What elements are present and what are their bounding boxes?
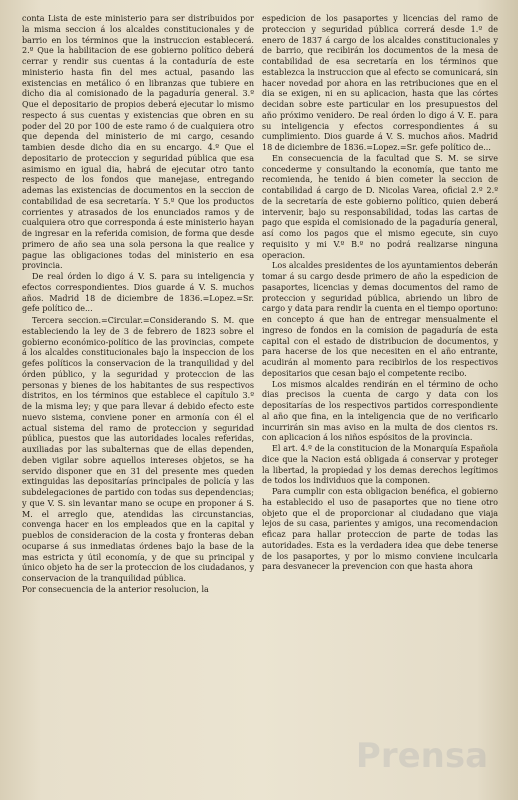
paragraph: Para cumplir con esta obligacion benéfica, el gobierno ha establecido el uso de pasaportes que no tiene otro objeto que el de proporcionar al ciudadano que viaja lejos de su casa, parientes y amigos, una recomendacion eficaz para hallar proteccion de parte de todas las autoridades. Esta es la verdadera idea que debe tenerse de los pasaportes, y por lo mismo conviene inculcarla para desvanecer la prevencion con que hasta ahora — [262, 487, 498, 572]
paragraph: Los mismos alcaldes rendirán en el término de ocho dias precisos la cuenta de cargo y data con los depositarías de los respectivos partidos correspondiente al año que fina, en la inteligencia que de no verificarlo incurrirán sin mas aviso en la multa de dos cientos rs. con aplicacion á los niños espósitos de la provincia. — [262, 379, 498, 443]
paragraph: espedicion de los pasaportes y licencias del ramo de proteccion y seguridad pública correrá desde 1.º de enero de 1837 á cargo de los alcaldes constitucionales y de barrio, que recibirán los documentos de la mesa de contabilidad de esa secretaría en los términos que establezca la instruccion que al efecto se comunicará, sin hacer novedad por ahora en las retribuciones que en el dia se exigen, ni en su aplicacion, hasta que las córtes decidan sobre este particular en los presupuestos del año próximo venidero. De real órden lo digo á V. E. para su inteligencia y efectos correspondientes á su cumplimiento. Dios guarde á V. S. muchos años. Madrid 18 de diciembre de 1836.=Lopez.=Sr. gefe político de... — [262, 14, 498, 152]
paragraph: Los alcaldes presidentes de los ayuntamientos deberán tomar á su cargo desde primero de año la espedicion de pasaportes, licencias y demas documentos del ramo de proteccion y seguridad pública, abriendo un libro de cargo y data para rendir la cuenta en el tiempo oportuno: en concepto á que han de entregar mensualmente el ingreso de fondos en la comision de pagaduría de esta capital con el estado de distribucion de documentos, y para hacerse de los que necesiten en el año entrante, acudirán al momento para recibirlos de los respectivos depositarios que cesan bajo el competente recibo. — [262, 261, 498, 378]
paragraph: El art. 4.º de la constitucion de la Monarquía Española dice que la Nacion está obligada á conservar y proteger la libertad, la propiedad y los demas derechos legítimos de todos los individuos que la componen. — [262, 444, 498, 486]
left-column — [22, 14, 254, 596]
right-column — [262, 14, 498, 573]
paragraph: Por consecuencia de la anterior resolucion, la — [22, 584, 209, 594]
paragraph: Tercera seccion.=Circular.=Considerando S. M. que estableciendo la ley de 3 de febrero de 1823 sobre el gobierno económico-político de las provincias, compete á los alcaldes constitucionales bajo la inspeccion de los gefes políticos la conservacion de la tranquilidad y del órden público, y la seguridad y proteccion de las personas y bienes de los habitantes de sus respectivos distritos, en los términos que establece el capítulo 3.º de la misma ley; y que para llevar á debido efecto este nuevo sistema, conviene poner en armonía con él el actual sistema del ramo de proteccion y seguridad pública, puestos que las autoridades locales referidas, auxiliadas por las subalternas que de ellas dependen, deben vigilar sobre aquellos intereses objetos, se ha servido disponer que en 31 del presente mes queden extinguidas las depositarías principales de policía y las subdelegaciones de partido con todas sus dependencias; y que V. S. sin levantar mano se ocupe en proponer á S. M. el arreglo que, atendidas las circunstancias, convenga hacer en los empleados que en la capital y pueblos de consideracion de la costa y fronteras deban ocuparse á sus inmediatas órdenes bajo la base de la mas estricta y útil economía, y de que su principal y único objeto ha de ser la proteccion de los ciudadanos, y conservacion de la tranquilidad pública. — [22, 316, 254, 583]
paragraph: conta Lista de este ministerio para ser distribuidos por la misma seccion á los alcaldes constitucionales y de barrio en los términos que la instruccion establecerá. 2.º Que la habilitacion de ese gobierno político deberá cerrar y rendir sus cuentas á la contaduría de este ministerio hasta fin del mes actual, pasando las existencias en metálico ó en libranzas que tubiere en dicho dia al comisionado de la pagaduría general. 3.º Que el depositario de propios deberá ejecutar lo mismo respecto á sus cuentas y existencias que obren en su poder del 20 por 100 de este ramo ó de cualquiera otro que dependa del ministerio de mi cargo, cesando tambien desde dicho dia en su encargo. 4.º Que el depositario de proteccion y seguridad pública que esa asimismo en igual dia, habrá de ejecutar otro tanto respecto de los fondos que manejase, entregando ademas las existencias de documentos en la seccion de contabilidad de esa secretaría. Y 5.º Que los productos corrientes y atrasados de los enunciados ramos y de cualquiera otro que corresponda á este ministerio hayan de ingresar en la referida comision, de forma que desde primero de año sea una sola persona la que realice y pague las obligaciones todas del ministerio en esa provincia. — [22, 14, 254, 271]
paragraph: En consecuencia de la facultad que S. M. se sirve concederme y consultando la economía, que tanto me recomienda, he tenido á bien cometer la seccion de contabilidad á cargo de D. Nicolas Varea, oficial 2.º 2.º de la secretaría de este gobierno político, quien deberá intervenir, bajo su responsabilidad, todas las cartas de pago que espida el comisionado de la pagaduría general, así como los pagos que el mismo egecute, sin cuyo requisito y mi V.º B.º no podrá realizarse ninguna operacion. — [262, 153, 498, 260]
paragraph: De real órden lo digo á V. S. para su inteligencia y efectos correspondientes. Dios guarde á V. S. muchos años. Madrid 18 de diciembre de 1836.=Lopez.=Sr. gefe político de... — [22, 272, 254, 314]
library-watermark: Prensa — [355, 736, 489, 776]
